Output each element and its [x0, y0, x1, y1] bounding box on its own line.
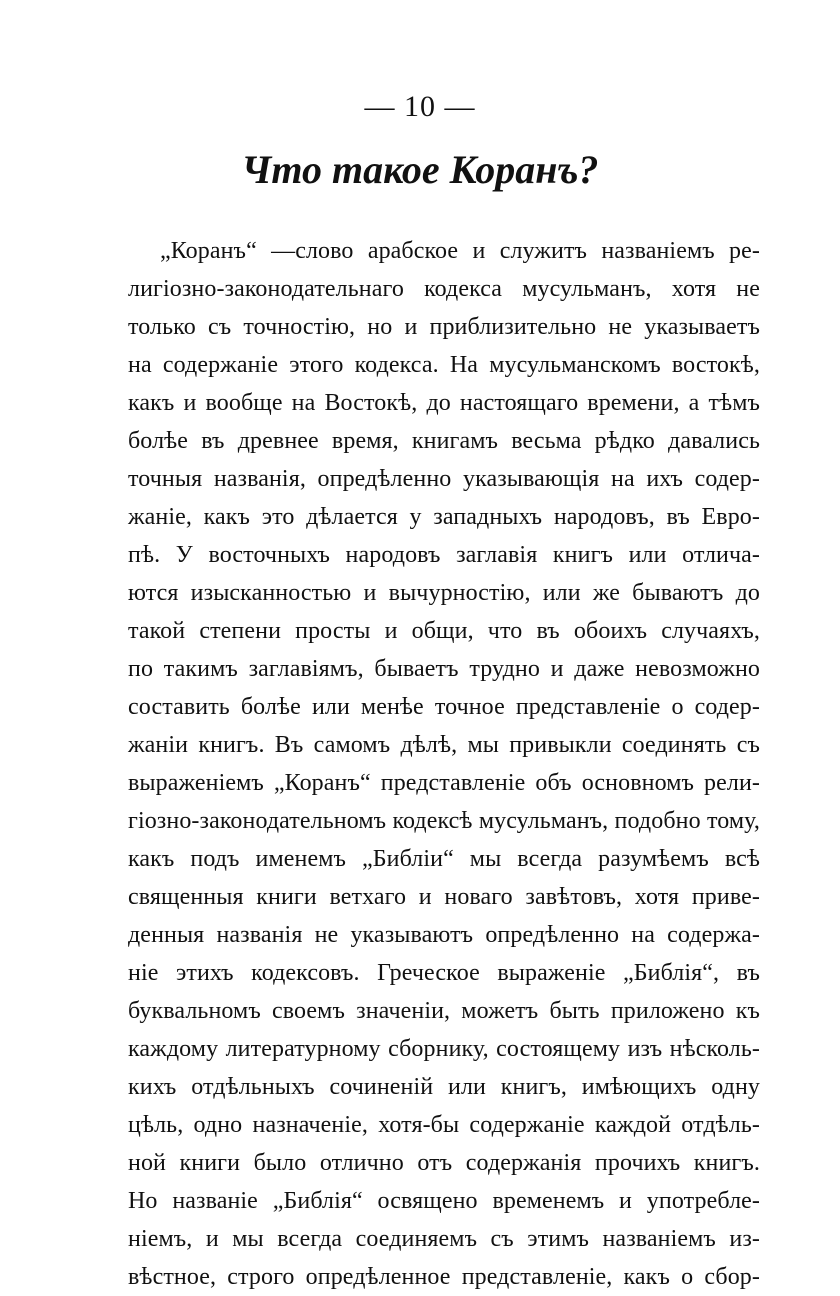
text-line: какъ и вообще на Востокѣ, до настоящаго времени, а тѣмъ	[128, 390, 760, 416]
text-line: только съ точностію, но и приблизительно не указываетъ	[128, 314, 760, 340]
text-line: лигіозно-законодательнаго кодекса мусульманъ, хотя не	[128, 276, 760, 302]
text-line: буквальномъ своемъ значеніи, можетъ быть приложено къ	[128, 998, 760, 1024]
text-line: точныя названія, опредѣленно указывающія на ихъ содер-	[128, 466, 760, 492]
text-line: цѣль, одно назначеніе, хотя-бы содержаніе каждой отдѣль-	[128, 1112, 760, 1138]
text-line: какъ подъ именемъ „Библіи“ мы всегда разумѣемъ всѣ	[128, 846, 760, 872]
text-line: жаніе, какъ это дѣлается у западныхъ народовъ, въ Евро-	[128, 504, 760, 530]
text-line: ніе этихъ кодексовъ. Греческое выраженіе „Библія“, въ	[128, 960, 760, 986]
text-line: каждому литературному сборнику, состоящему изъ нѣсколь-	[128, 1036, 760, 1062]
text-line: составить болѣе или менѣе точное представленіе о содер-	[128, 694, 760, 720]
text-line: жаніи книгъ. Въ самомъ дѣлѣ, мы привыкли соединять съ	[128, 732, 760, 758]
text-line: гіозно-законодательномъ кодексѣ мусульманъ, подобно тому,	[128, 808, 760, 834]
text-line: ніемъ, и мы всегда соединяемъ съ этимъ названіемъ из-	[128, 1226, 760, 1252]
text-line: болѣе въ древнее время, книгамъ весьма рѣдко давались	[128, 428, 760, 454]
text-line: священныя книги ветхаго и новаго завѣтовъ, хотя приве-	[128, 884, 760, 910]
text-line: денныя названія не указываютъ опредѣленно на содержа-	[128, 922, 760, 948]
text-line: выраженіемъ „Коранъ“ представленіе объ основномъ рели-	[128, 770, 760, 796]
text-line: вѣстное, строго опредѣленное представленіе, какъ о сбор-	[128, 1264, 760, 1290]
body-text	[128, 232, 760, 1296]
text-line: ются изысканностью и вычурностію, или же бываютъ до	[128, 580, 760, 606]
text-line: на содержаніе этого кодекса. На мусульманскомъ востокѣ,	[128, 352, 760, 378]
text-line: „Коранъ“ —слово арабское и служитъ названіемъ ре-	[160, 238, 760, 264]
text-line: такой степени просты и общи, что въ обоихъ случаяхъ,	[128, 618, 760, 644]
page-number: — 10 —	[364, 90, 476, 123]
text-line: пѣ. У восточныхъ народовъ заглавія книгъ или отлича-	[128, 542, 760, 568]
text-line: кихъ отдѣльныхъ сочиненій или книгъ, имѣющихъ одну	[128, 1074, 760, 1100]
text-line: ной книги было отлично отъ содержанія прочихъ книгъ.	[128, 1150, 760, 1176]
text-line: Но названіе „Библія“ освящено временемъ и употребле-	[128, 1188, 760, 1214]
chapter-title: Что такое Коранъ?	[241, 147, 599, 192]
text-line: по такимъ заглавіямъ, бываетъ трудно и даже невозможно	[128, 656, 760, 682]
